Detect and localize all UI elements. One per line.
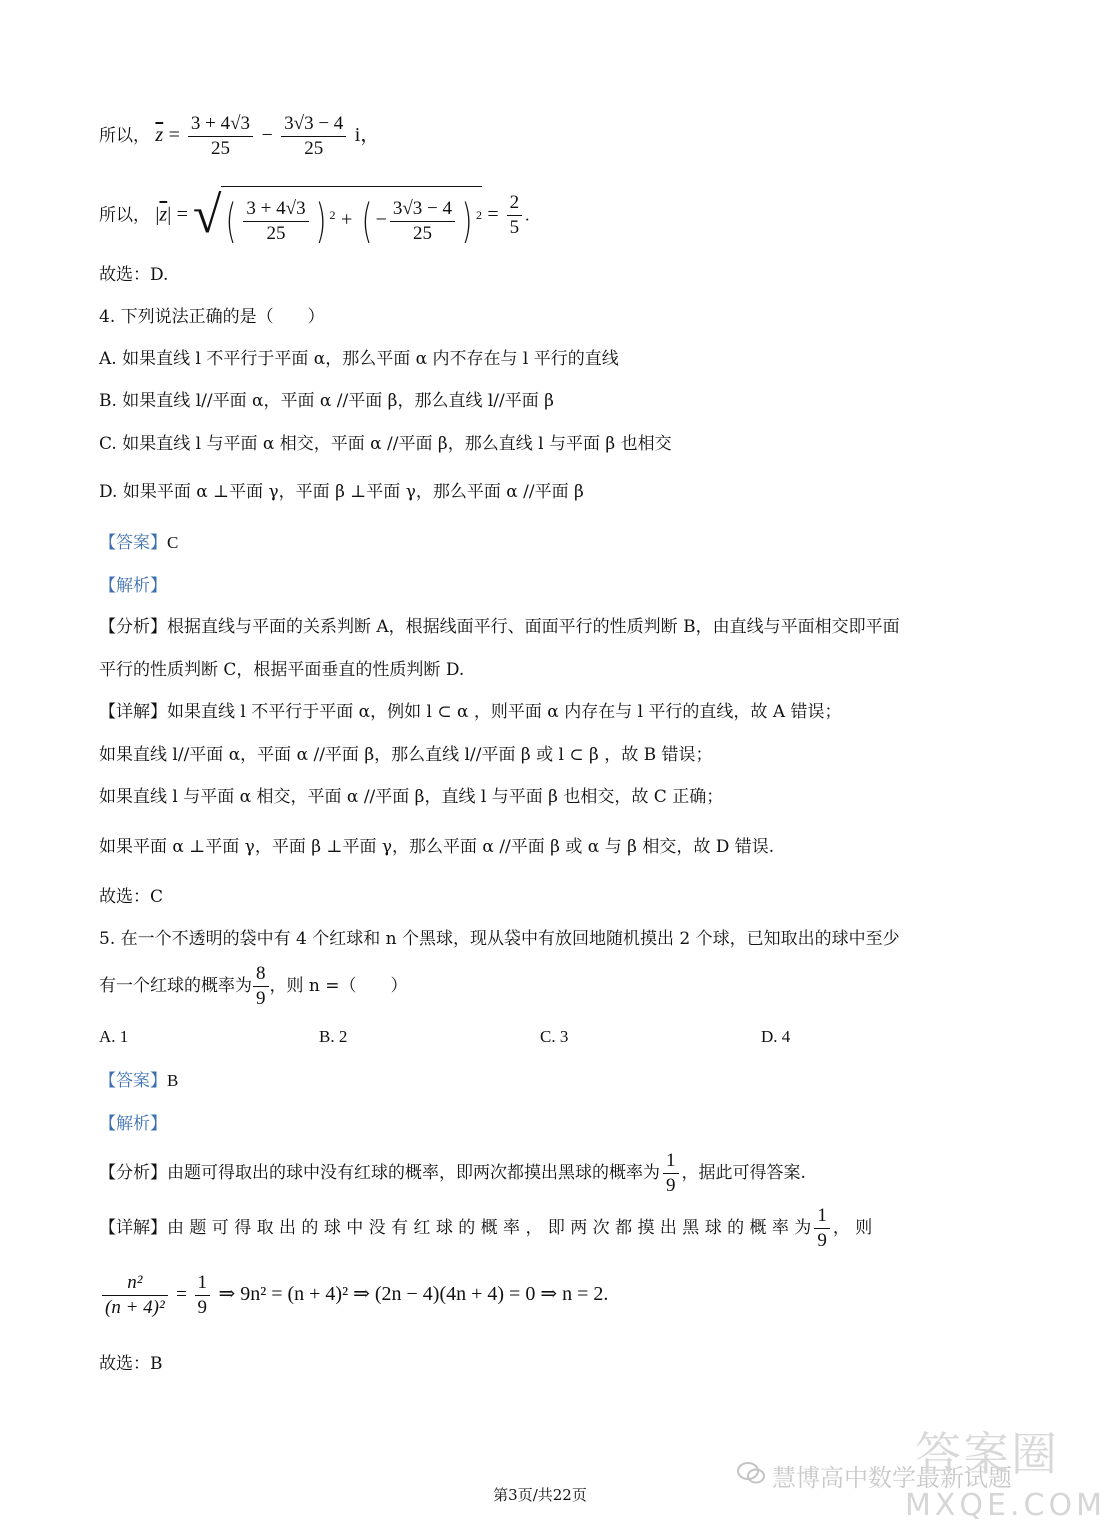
watermark-domain: MXQE.COM bbox=[905, 1488, 1106, 1523]
q4-xiangjie-2: 如果直线 l//平面 α，平面 α //平面 β，那么直线 l//平面 β 或 l ⊂ β ，故 B 错误； bbox=[99, 745, 713, 765]
wechat-icon bbox=[737, 1462, 765, 1484]
answer-tag: 【答案】 bbox=[99, 533, 167, 553]
frac-1-9-b: $\frac{1}{9}$ bbox=[814, 1204, 830, 1253]
q5-fenxi: 【分析】由题可得取出的球中没有红球的概率，即两次都摸出黑球的概率为 $\frac{1}{9}$ ，据此可得答案. bbox=[99, 1150, 806, 1196]
q4-stem: 4. 下列说法正确的是（ ） bbox=[99, 307, 325, 327]
q4-xiangjie-3: 如果直线 l 与平面 α 相交，平面 α //平面 β，直线 l 与平面 β 也相交，故 C 正确； bbox=[99, 787, 724, 807]
q5-xiangjie-1: 【详解】由 题 可 得 取 出 的 球 中 没 有 红 球 的 概 率 ， 即 两 次 都 摸 出 黑 球 的 概 率 为 $\frac{1}{9}$ ， 则 bbox=[99, 1205, 873, 1251]
q4-option-b: B. 如果直线 l//平面 α，平面 α //平面 β，那么直线 l//平面 β bbox=[99, 391, 554, 411]
q5-choice-c: C. 3 bbox=[540, 1027, 569, 1046]
abs-zbar-line: 所以， $|\overline{z}|$ = √( $\frac{3 + 4√3}{25}$ ) $^2$ + ( − $\frac{3√3 - 4}{25}$ ) $^2$ = $\frac{2}{5}$ . bbox=[99, 186, 530, 249]
q5-choice-d: D. 4 bbox=[761, 1027, 791, 1046]
q5-jiexi-tag: 【解析】 bbox=[99, 1114, 167, 1134]
watermark-logo: 答案圈 bbox=[915, 1427, 1059, 1481]
q4-answer-line: 【答案】C bbox=[99, 533, 179, 553]
frac-n2-over: $\frac{\text{n²}}{\text{(n + 4)²}}$ bbox=[102, 1271, 168, 1320]
q4-option-d: D. 如果平面 α ⊥平面 γ，平面 β ⊥平面 γ，那么平面 α //平面 β bbox=[99, 482, 584, 502]
frac-abs-real: $\frac{3 + 4√3}{25}$ bbox=[243, 197, 308, 246]
q4-xiangjie-1: 【详解】如果直线 l 不平行于平面 α，例如 l ⊂ α ，则平面 α 内存在与 l 平行的直线，故 A 错误； bbox=[99, 702, 842, 722]
text-suoyi: 所以， bbox=[99, 126, 150, 146]
frac-1-9-c: $\frac{1}{9}$ bbox=[195, 1271, 211, 1320]
q4-fenxi-1: 【分析】根据直线与平面的关系判断 A，根据线面平行、面面平行的性质判断 B，由直线与平面相交即平面 bbox=[99, 617, 900, 637]
zbar-line: 所以， $\overline{z}$ = $\frac{3 + 4√3}{25}$ − $\frac{3√3 - 4}{25}$ i， bbox=[99, 113, 381, 159]
frac-abs-result: $\frac{2}{5}$ bbox=[507, 191, 523, 240]
q4-xiangjie-4: 如果平面 α ⊥平面 γ，平面 β ⊥平面 γ，那么平面 α //平面 β 或 α 与 β 相交，故 D 错误. bbox=[99, 837, 775, 857]
q4-guxuan: 故选：C bbox=[99, 887, 164, 907]
frac-zbar-real: $\frac{3 + 4√3}{25}$ bbox=[188, 112, 253, 161]
frac-8-9: $\frac{8}{9}$ bbox=[253, 962, 269, 1011]
watermark-text: 慧博高中数学最新试题 bbox=[772, 1464, 1012, 1492]
q5-equation: $\frac{\text{n²}}{\text{(n + 4)²}}$ = $\frac{1}{9}$ ⇒ 9n² = (n + 4)² ⇒ (2n − 4)(4n + 4) = 0 ⇒ n = 2. bbox=[99, 1266, 608, 1323]
q5-guxuan: 故选：B bbox=[99, 1354, 163, 1374]
q4-option-c: C. 如果直线 l 与平面 α 相交，平面 α //平面 β，那么直线 l 与平面 β 也相交 bbox=[99, 434, 672, 454]
q4-fenxi-2: 平行的性质判断 C，根据平面垂直的性质判断 D. bbox=[99, 660, 465, 680]
frac-zbar-imag: $\frac{3√3 - 4}{25}$ bbox=[281, 112, 346, 161]
page-footer: 第3页/共22页 bbox=[493, 1486, 587, 1504]
q5-stem-2: 有一个红球的概率为 $\frac{8}{9}$ ，则 n =（ ） bbox=[99, 963, 408, 1009]
q5-stem-1: 5. 在一个不透明的袋中有 4 个红球和 n 个黑球，现从袋中有放回地随机摸出 2 个球，已知取出的球中至少 bbox=[99, 929, 900, 949]
q5-choice-a: A. 1 bbox=[99, 1027, 129, 1046]
frac-1-9-a: $\frac{1}{9}$ bbox=[663, 1149, 679, 1198]
answer-choice-d: 故选：D. bbox=[99, 265, 169, 285]
z-conjugate: $\overline{z}$ bbox=[155, 124, 164, 146]
frac-abs-imag: $\frac{3√3 - 4}{25}$ bbox=[390, 197, 455, 246]
q5-choice-b: B. 2 bbox=[319, 1027, 348, 1046]
q5-answer-line: 【答案】B bbox=[99, 1071, 179, 1091]
q4-option-a: A. 如果直线 l 不平行于平面 α，那么平面 α 内不存在与 l 平行的直线 bbox=[99, 349, 619, 369]
q4-jiexi-tag: 【解析】 bbox=[99, 576, 167, 596]
